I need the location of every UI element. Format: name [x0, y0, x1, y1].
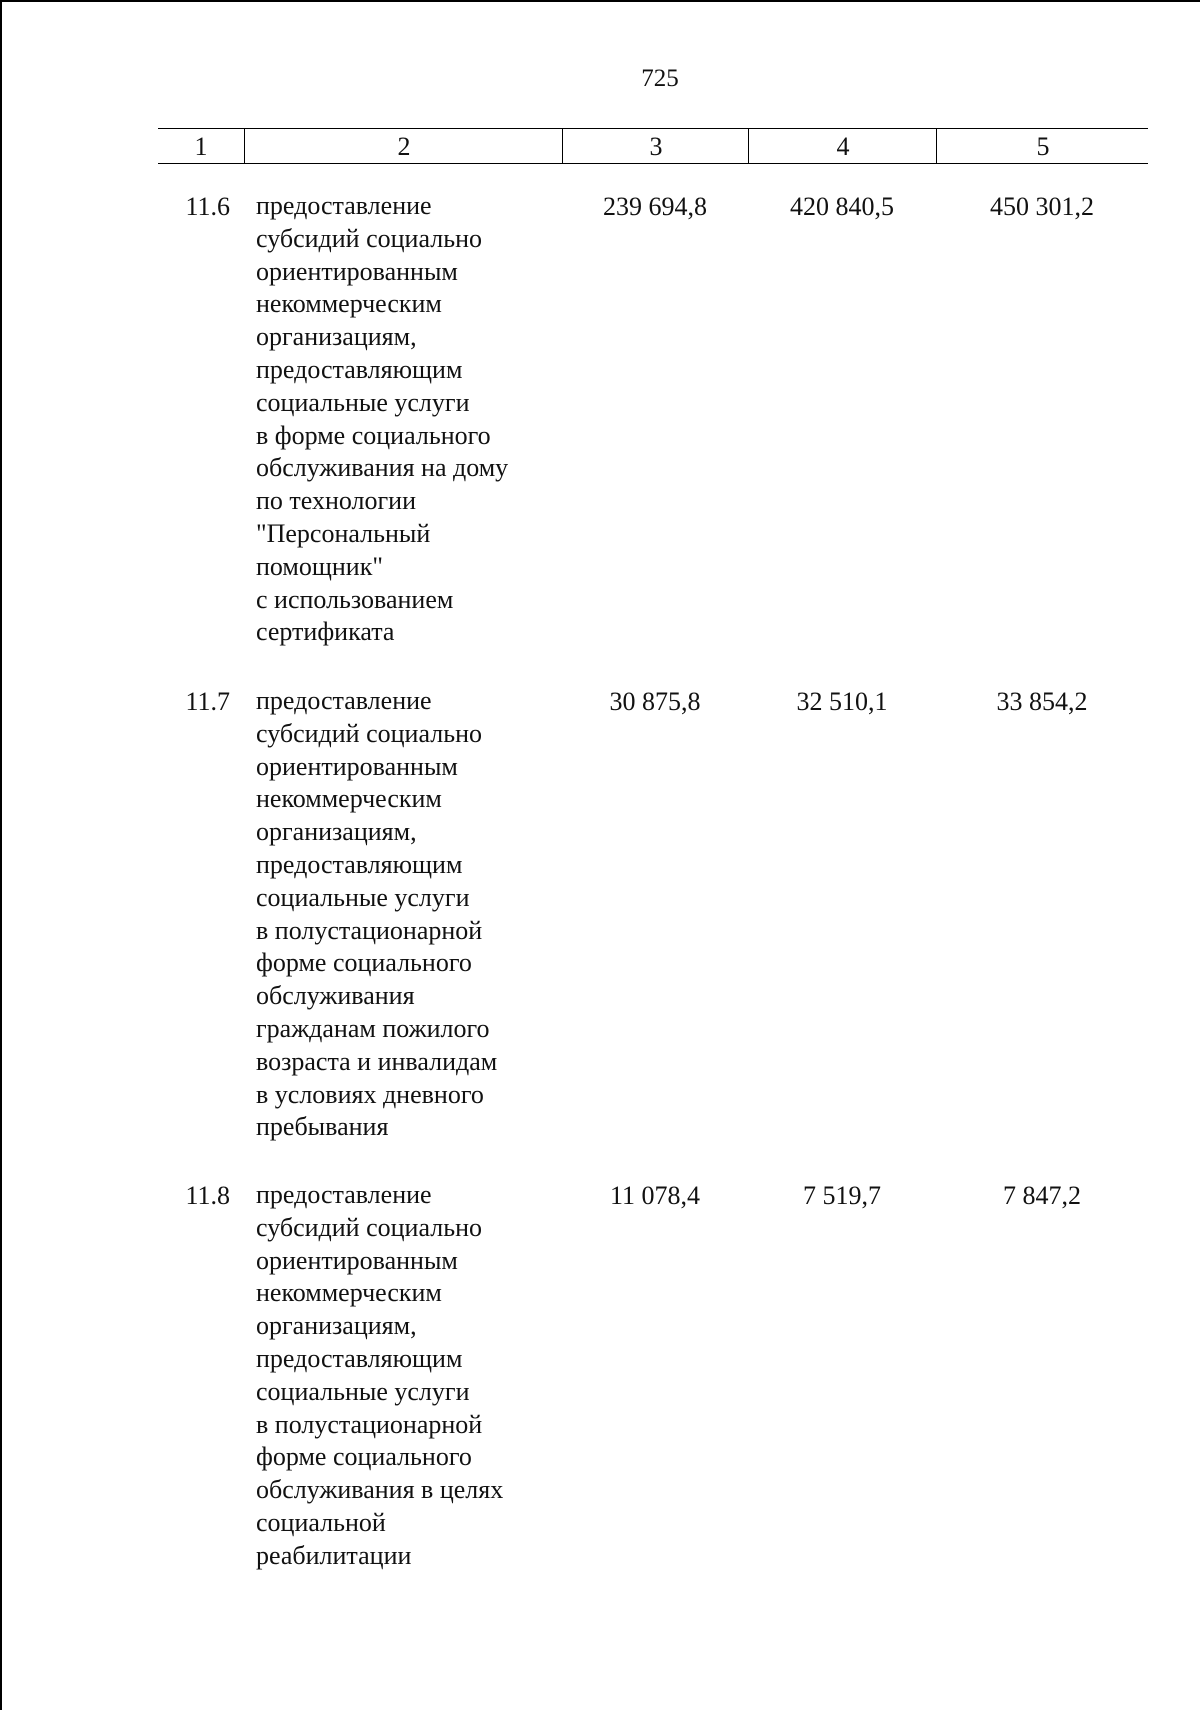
row-value-col3: 11 078,4: [609, 1181, 701, 1210]
header-col-2: 2: [244, 129, 563, 163]
row-value-col5: 450 301,2: [990, 192, 1094, 221]
row-value-col4: 7 519,7: [803, 1181, 881, 1210]
row-description: предоставление субсидий социально ориентированным некоммерческим организациям, предоставляющим социальные услуги в полустационарной форме социального обслуживания гражданам пожилого возраста и инвалидам в условиях дневного пребывания: [256, 686, 498, 1142]
row-value-col5: 7 847,2: [1003, 1181, 1081, 1210]
row-value-col4: 32 510,1: [796, 687, 888, 716]
row-value-col4: 420 840,5: [790, 192, 894, 221]
page-number: 725: [641, 65, 679, 92]
row-value-col3: 30 875,8: [609, 687, 701, 716]
header-col-3: 3: [562, 129, 749, 163]
row-number: 11.7: [185, 687, 230, 716]
header-col-5: 5: [936, 129, 1149, 163]
row-description: предоставление субсидий социально ориентированным некоммерческим организациям, предоставляющим социальные услуги в полустационарной форме социального обслуживания в целях социальной реабилитации: [256, 1180, 504, 1570]
row-value-col3: 239 694,8: [603, 192, 707, 221]
header-col-4: 4: [748, 129, 937, 163]
row-value-col5: 33 854,2: [996, 687, 1088, 716]
row-description: предоставление субсидий социально ориентированным некоммерческим организациям, предоставляющим социальные услуги в форме социального обслуживания на дому по технологии "Персональный помощник" с использованием сертификата: [256, 191, 509, 647]
table-header-row: [158, 128, 1148, 164]
row-number: 11.8: [185, 1181, 230, 1210]
row-number: 11.6: [185, 192, 230, 221]
header-col-1: 1: [194, 132, 208, 161]
